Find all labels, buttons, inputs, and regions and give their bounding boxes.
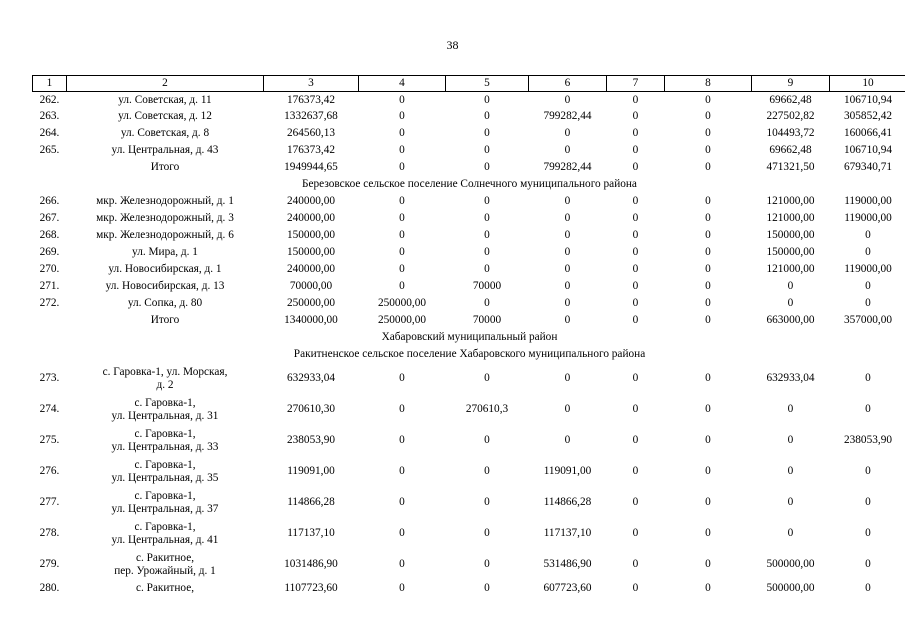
table-row (33, 109, 905, 126)
value-cell: 150000,00 (766, 229, 815, 242)
value-cell: 270610,30 (286, 403, 335, 416)
value-cell: 1949944,65 (284, 161, 338, 174)
value-cell: 663000,00 (766, 314, 815, 327)
column-header: 5 (446, 76, 529, 92)
value-cell: 0 (632, 582, 639, 595)
address-cell (67, 160, 264, 177)
value-cell: 0 (484, 127, 490, 140)
value-cell: 238053,90 (843, 434, 892, 447)
value-cell: 0 (705, 434, 711, 447)
value-cell: 0 (564, 434, 571, 447)
address-cell (67, 228, 264, 245)
address-cell (67, 126, 264, 143)
section-heading-row (33, 347, 905, 364)
address-line: с. Ракитное, (135, 551, 195, 564)
row-number: 272. (39, 297, 60, 310)
table-row (33, 395, 905, 426)
row-number: 264. (39, 127, 60, 140)
address-cell (67, 426, 264, 457)
value-cell: 0 (787, 527, 794, 540)
row-number: 279. (39, 558, 60, 571)
table-row (33, 457, 905, 488)
row-number: 263. (39, 110, 60, 123)
address-cell (67, 550, 264, 581)
table-row (33, 92, 905, 109)
row-number: 278. (39, 527, 60, 540)
address-line: ул. Центральная, д. 31 (111, 410, 219, 422)
value-cell: 150000,00 (286, 229, 335, 242)
value-cell: 0 (564, 229, 571, 242)
value-cell: 0 (399, 496, 405, 509)
value-cell: 0 (564, 144, 571, 157)
value-cell: 0 (399, 434, 405, 447)
value-cell: 0 (632, 161, 639, 174)
value-cell: 70000,00 (289, 280, 333, 293)
value-cell: 119000,00 (844, 212, 892, 225)
address-line: Итого (150, 161, 180, 174)
table-row (33, 279, 905, 296)
address-line: ул. Сопка, д. 80 (127, 297, 203, 310)
value-cell: 227502,82 (766, 110, 815, 123)
section-heading: Хабаровский муниципальный район (381, 331, 558, 344)
value-cell: 0 (632, 314, 639, 327)
address-line: с. Гаровка-1, (134, 458, 196, 471)
address-cell (67, 519, 264, 550)
table-row (33, 426, 905, 457)
value-cell: 121000,00 (766, 212, 815, 225)
table-body (33, 92, 905, 598)
value-cell: 0 (787, 280, 794, 293)
value-cell: 0 (632, 246, 639, 259)
table-row (33, 488, 905, 519)
value-cell: 117137,10 (287, 527, 335, 540)
value-cell: 0 (564, 93, 571, 106)
value-cell: 632933,04 (286, 372, 335, 385)
table-row (33, 364, 905, 395)
value-cell: 0 (399, 144, 405, 157)
value-cell: 632933,04 (766, 372, 815, 385)
page-number: 38 (446, 38, 459, 52)
address-line: мкр. Железнодорожный, д. 1 (96, 195, 234, 208)
value-cell: 0 (705, 144, 711, 157)
column-header: 10 (830, 76, 905, 92)
value-cell: 0 (564, 212, 571, 225)
value-cell: 679340,71 (843, 161, 892, 174)
value-cell: 0 (399, 403, 405, 416)
value-cell: 0 (632, 229, 639, 242)
value-cell: 0 (399, 195, 405, 208)
address-line: ул. Центральная, д. 43 (111, 144, 219, 157)
row-number: 271. (39, 280, 60, 293)
value-cell: 1031486,90 (284, 558, 338, 571)
value-cell: 0 (399, 110, 405, 123)
value-cell: 0 (399, 246, 405, 259)
value-cell: 0 (484, 161, 490, 174)
value-cell: 0 (632, 496, 639, 509)
value-cell: 0 (632, 195, 639, 208)
address-line: мкр. Железнодорожный, д. 3 (96, 212, 234, 225)
address-line: ул. Центральная, д. 37 (111, 503, 219, 515)
section-heading: Ракитненское сельское поселение Хабаровского муниципального района (293, 348, 646, 361)
value-cell: 0 (399, 212, 405, 225)
row-number: 268. (39, 229, 60, 242)
value-cell: 1340000,00 (284, 314, 338, 327)
section-heading-row (33, 177, 905, 194)
value-cell: 0 (632, 372, 639, 385)
value-cell: 0 (787, 297, 794, 310)
address-cell (67, 364, 264, 395)
value-cell: 0 (484, 195, 490, 208)
value-cell: 150000,00 (766, 246, 815, 259)
value-cell: 0 (632, 297, 639, 310)
value-cell: 0 (564, 246, 571, 259)
value-cell: 0 (564, 280, 571, 293)
value-cell: 607723,60 (543, 582, 592, 595)
table-row (33, 262, 905, 279)
value-cell: 250000,00 (286, 297, 335, 310)
address-line: ул. Центральная, д. 35 (111, 472, 219, 484)
value-cell: 121000,00 (766, 195, 815, 208)
value-cell: 0 (484, 93, 490, 106)
address-cell (67, 279, 264, 296)
value-cell: 0 (705, 465, 711, 478)
value-cell: 0 (399, 465, 405, 478)
value-cell: 0 (632, 93, 639, 106)
value-cell: 0 (705, 229, 711, 242)
value-cell: 0 (399, 161, 405, 174)
row-number: 266. (39, 195, 60, 208)
value-cell: 240000,00 (286, 212, 335, 225)
value-cell: 0 (399, 558, 405, 571)
table-row (33, 519, 905, 550)
address-line: с. Гаровка-1, ул. Морская, (102, 365, 228, 378)
value-cell: 0 (399, 527, 405, 540)
value-cell: 0 (865, 496, 871, 509)
value-cell: 176373,42 (286, 93, 335, 106)
value-cell: 0 (399, 372, 405, 385)
value-cell: 0 (484, 558, 490, 571)
address-line: пер. Урожайный, д. 1 (114, 565, 216, 577)
value-cell: 0 (564, 127, 571, 140)
value-cell: 0 (705, 372, 711, 385)
row-number (33, 313, 67, 330)
table-row (33, 550, 905, 581)
table-row (33, 228, 905, 245)
value-cell: 0 (705, 110, 711, 123)
value-cell: 0 (705, 263, 711, 276)
value-cell: 0 (484, 297, 490, 310)
column-header: 8 (665, 76, 752, 92)
value-cell: 250000,00 (377, 297, 426, 310)
address-line: с. Гаровка-1, (134, 489, 196, 502)
value-cell: 0 (705, 297, 711, 310)
table-row (33, 143, 905, 160)
address-cell (67, 245, 264, 262)
address-cell (67, 211, 264, 228)
value-cell: 0 (484, 582, 490, 595)
column-header: 9 (752, 76, 830, 92)
value-cell: 0 (564, 314, 571, 327)
table-row (33, 211, 905, 228)
value-cell: 0 (865, 246, 871, 259)
value-cell: 119000,00 (844, 195, 892, 208)
value-cell: 106710,94 (843, 93, 892, 106)
address-cell (67, 581, 264, 598)
section-heading-row (33, 330, 905, 347)
table-row (33, 245, 905, 262)
value-cell: 69662,48 (769, 93, 812, 106)
value-cell: 119000,00 (844, 263, 892, 276)
column-header: 6 (529, 76, 607, 92)
value-cell: 0 (484, 434, 490, 447)
value-cell: 0 (484, 229, 490, 242)
value-cell: 0 (865, 582, 871, 595)
value-cell: 0 (399, 229, 405, 242)
address-cell (67, 262, 264, 279)
value-cell: 0 (484, 212, 490, 225)
value-cell: 0 (705, 527, 711, 540)
row-number: 276. (39, 465, 60, 478)
address-cell (67, 194, 264, 211)
address-line: ул. Центральная, д. 33 (111, 441, 219, 453)
address-line: ул. Новосибирская, д. 13 (105, 280, 225, 293)
value-cell: 0 (632, 434, 639, 447)
address-line: ул. Советская, д. 8 (120, 127, 210, 140)
value-cell: 0 (865, 403, 871, 416)
value-cell: 69662,48 (769, 144, 812, 157)
value-cell: 0 (484, 110, 490, 123)
value-cell: 0 (705, 161, 711, 174)
column-header: 1 (33, 76, 67, 92)
address-line: с. Гаровка-1, (134, 427, 196, 440)
value-cell: 0 (484, 465, 490, 478)
address-cell (67, 457, 264, 488)
row-number: 270. (39, 263, 60, 276)
value-cell: 106710,94 (843, 144, 892, 157)
column-header: 7 (607, 76, 665, 92)
value-cell: 0 (705, 195, 711, 208)
value-cell: 305852,42 (843, 110, 892, 123)
value-cell: 160066,41 (843, 127, 892, 140)
address-cell (67, 143, 264, 160)
address-line: с. Гаровка-1, (134, 520, 196, 533)
address-line: д. 2 (156, 379, 174, 391)
value-cell: 0 (705, 314, 711, 327)
value-cell: 0 (787, 403, 794, 416)
value-cell: 70000 (472, 280, 502, 293)
row-number: 274. (39, 403, 60, 416)
row-number (33, 160, 67, 177)
value-cell: 471321,50 (766, 161, 815, 174)
value-cell: 0 (632, 558, 639, 571)
value-cell: 240000,00 (286, 195, 335, 208)
value-cell: 0 (705, 127, 711, 140)
value-cell: 1332637,68 (284, 110, 338, 123)
value-cell: 0 (564, 263, 571, 276)
value-cell: 0 (865, 527, 871, 540)
value-cell: 264560,13 (286, 127, 335, 140)
value-cell: 0 (865, 297, 871, 310)
address-line: мкр. Железнодорожный, д. 6 (96, 229, 234, 242)
value-cell: 0 (484, 263, 490, 276)
column-header: 2 (67, 76, 264, 92)
value-cell: 0 (484, 144, 490, 157)
address-cell (67, 395, 264, 426)
address-line: ул. Советская, д. 12 (118, 110, 212, 123)
value-cell: 114866,28 (287, 496, 335, 509)
address-cell (67, 109, 264, 126)
value-cell: 0 (484, 372, 490, 385)
address-line: Итого (150, 314, 180, 327)
value-cell: 0 (632, 144, 639, 157)
value-cell: 0 (564, 403, 571, 416)
value-cell: 0 (787, 496, 794, 509)
address-line: ул. Советская, д. 11 (118, 93, 212, 106)
value-cell: 117137,10 (543, 527, 592, 540)
value-cell: 176373,42 (286, 144, 335, 157)
address-line: с. Ракитное, (135, 582, 195, 595)
value-cell: 0 (632, 127, 639, 140)
value-cell: 0 (705, 93, 711, 106)
value-cell: 238053,90 (286, 434, 335, 447)
value-cell: 1107723,60 (284, 582, 338, 595)
value-cell: 114866,28 (543, 496, 592, 509)
value-cell: 250000,00 (377, 314, 426, 327)
column-header: 4 (359, 76, 446, 92)
value-cell: 0 (865, 229, 871, 242)
value-cell: 0 (484, 527, 490, 540)
row-number: 275. (39, 434, 60, 447)
value-cell: 0 (632, 465, 639, 478)
table-row (33, 296, 905, 313)
address-cell (67, 92, 264, 109)
row-number: 265. (39, 144, 60, 157)
value-cell: 0 (705, 582, 711, 595)
data-table (32, 75, 905, 598)
value-cell: 0 (564, 195, 571, 208)
value-cell: 531486,90 (543, 558, 592, 571)
value-cell: 799282,44 (543, 110, 592, 123)
row-number: 280. (39, 582, 60, 595)
value-cell: 0 (632, 110, 639, 123)
table-row (33, 126, 905, 143)
value-cell: 357000,00 (843, 314, 892, 327)
table-row (33, 194, 905, 211)
value-cell: 0 (865, 465, 871, 478)
value-cell: 0 (564, 372, 571, 385)
value-cell: 0 (399, 263, 405, 276)
value-cell: 0 (632, 403, 639, 416)
value-cell: 0 (484, 496, 490, 509)
value-cell: 150000,00 (286, 246, 335, 259)
row-number: 269. (39, 246, 60, 259)
value-cell: 119091,00 (287, 465, 335, 478)
value-cell: 0 (705, 212, 711, 225)
value-cell: 0 (705, 496, 711, 509)
value-cell: 104493,72 (766, 127, 815, 140)
value-cell: 500000,00 (766, 558, 815, 571)
section-heading: Березовское сельское поселение Солнечного муниципального района (302, 178, 637, 191)
value-cell: 0 (865, 280, 871, 293)
value-cell: 270610,3 (465, 403, 509, 416)
address-cell (67, 488, 264, 519)
value-cell: 0 (632, 280, 639, 293)
value-cell: 0 (399, 582, 405, 595)
value-cell: 0 (632, 263, 639, 276)
value-cell: 0 (399, 127, 405, 140)
value-cell: 799282,44 (543, 161, 592, 174)
row-number: 267. (39, 212, 60, 225)
value-cell: 0 (787, 465, 794, 478)
address-line: ул. Мира, д. 1 (132, 246, 198, 259)
row-number: 273. (39, 372, 60, 385)
address-line: с. Гаровка-1, (134, 396, 196, 409)
value-cell: 119091,00 (543, 465, 592, 478)
header-row (33, 76, 905, 92)
address-cell (67, 296, 264, 313)
address-line: ул. Новосибирская, д. 1 (108, 263, 222, 276)
row-number: 277. (39, 496, 60, 509)
row-number: 262. (39, 93, 60, 106)
address-line: ул. Центральная, д. 41 (111, 534, 219, 546)
value-cell: 0 (705, 558, 711, 571)
value-cell: 0 (564, 297, 571, 310)
value-cell: 240000,00 (286, 263, 335, 276)
value-cell: 0 (787, 434, 794, 447)
value-cell: 0 (399, 280, 405, 293)
value-cell: 0 (705, 403, 711, 416)
column-header: 3 (264, 76, 359, 92)
address-cell (67, 313, 264, 330)
value-cell: 70000 (472, 314, 502, 327)
value-cell: 0 (865, 372, 871, 385)
value-cell: 0 (632, 212, 639, 225)
table-row (33, 160, 905, 177)
table-row (33, 581, 905, 598)
table-row (33, 313, 905, 330)
value-cell: 0 (399, 93, 405, 106)
value-cell: 0 (705, 280, 711, 293)
value-cell: 500000,00 (766, 582, 815, 595)
value-cell: 0 (484, 246, 490, 259)
value-cell: 121000,00 (766, 263, 815, 276)
value-cell: 0 (865, 558, 871, 571)
value-cell: 0 (632, 527, 639, 540)
value-cell: 0 (705, 246, 711, 259)
